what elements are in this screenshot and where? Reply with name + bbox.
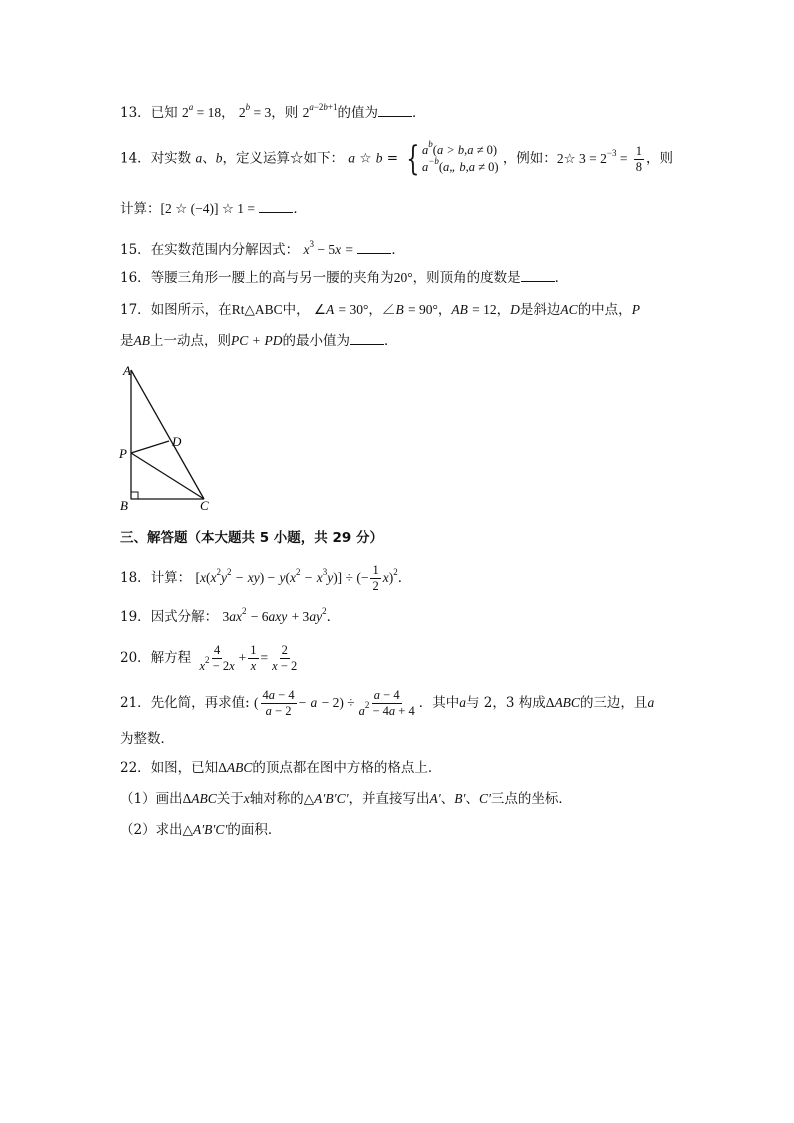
- label-b: B: [120, 498, 128, 513]
- question-22: 22．如图，已知ΔABC的顶点都在图中方格的格点上．: [120, 760, 442, 776]
- answer-blank: [357, 241, 391, 254]
- answer-blank: [521, 269, 555, 282]
- question-22-part2: （2）求出△A′B′C′的面积．: [120, 822, 282, 838]
- label-c: C: [200, 498, 209, 513]
- label-a: A: [123, 363, 131, 378]
- question-20: 20．解方程 $\frac{4}{x^2 - 2x}$ + $\frac{1}{x}$ = $\frac{2}{x - 2}$: [120, 643, 298, 673]
- question-16: 16．等腰三角形一腰上的高与另一腰的夹角为20°，则顶角的度数是 ．: [120, 270, 569, 286]
- answer-blank: [378, 104, 412, 117]
- question-17: 17．如图所示，在Rt△ABC中， ∠A = 30°，∠B = 90°，AB = 12，D是斜边AC的中点，P: [120, 302, 640, 318]
- question-21: 21．先化简，再求值: ( $\frac{4a - 4}{a - 2}$ − a − 2) ÷ $\frac{a - 4}{a^2 - 4a + 4}$ ．其中a与 2，3 构成ΔABC的三边，且a: [120, 688, 655, 718]
- segment-ac: [131, 370, 204, 499]
- question-19: 19．因式分解： $3ax^2 - 6axy + 3ay^2$．: [120, 606, 341, 625]
- question-14-line2: 计算：[2 ☆ (−4)] ☆ 1 = ．: [120, 201, 307, 217]
- answer-blank: [259, 200, 293, 213]
- piecewise-definition: { $a^b(a > b,a \ne 0)$ $a^{-b}(a„$ b,a ≠ 0): [406, 139, 499, 179]
- question-18: 18．计算： $[x(x^2y^2 - xy) - y(x^2 - x^3y)]$ ÷ (− $\frac{1}{2}$ x)$^2$．: [120, 563, 412, 593]
- question-15: 15．在实数范围内分解因式： $x^3 - 5x$ = ．: [120, 239, 405, 258]
- question-13: 13．已知 $2^a = 18$， $2^b = 3$，则 $2^{a-2b+1}$的值为 ．: [120, 102, 426, 121]
- section-3-title: 三、解答题（本大题共 5 小题，共 29 分）: [120, 530, 383, 546]
- answer-blank: [350, 332, 384, 345]
- right-angle-mark: [131, 492, 138, 499]
- label-p: P: [119, 446, 127, 461]
- segment-pd: [131, 441, 169, 453]
- question-21-line2: 为整数．: [120, 731, 174, 747]
- question-17-line2: 是AB上一动点，则PC + PD的最小值为 ．: [120, 333, 398, 349]
- triangle-figure: [112, 360, 222, 518]
- label-d: D: [172, 434, 182, 449]
- segment-pc: [131, 453, 204, 499]
- question-14: 14．对实数 a、b，定义运算☆如下： a ☆ b = { $a^b(a > b,a \ne 0)$ $a^{-b}(a„$ b,a ≠ 0) ，例如：2☆ $3 = 2^{-3}$ = $\frac{1}{8}$ ，则: [120, 139, 674, 179]
- question-22-part1: （1）画出ΔABC关于x轴对称的△A′B′C′，并直接写出A′、B′、C′三点的坐标．: [120, 791, 572, 807]
